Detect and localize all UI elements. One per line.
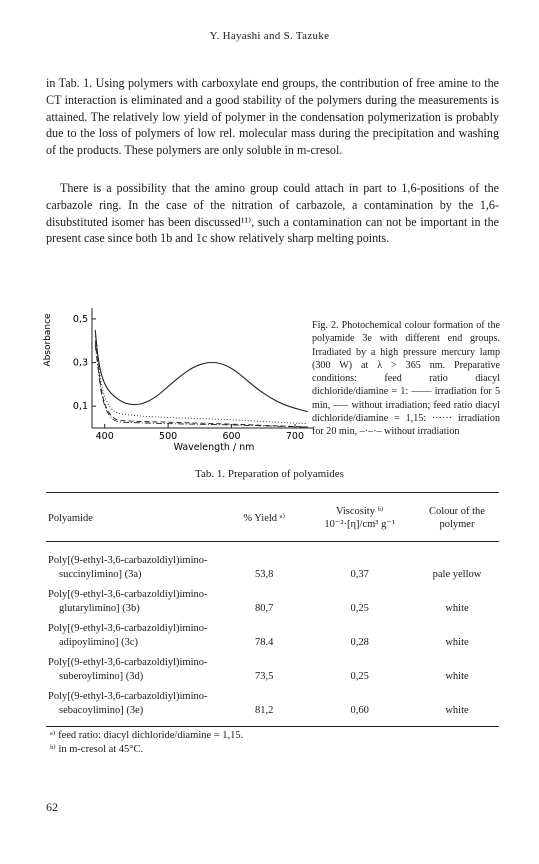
absorbance-chart <box>40 300 315 460</box>
cell-polyamide <box>46 585 224 619</box>
page-number: 62 <box>46 800 58 814</box>
x-tick-label: 700 <box>285 431 305 442</box>
cell-yield: 78.4 <box>255 637 274 648</box>
cell-viscosity: 0,37 <box>350 569 369 580</box>
polyamide-name-line1: Poly[(9-ethyl-3,6-carbazoldiyl)imino- <box>48 589 208 600</box>
table-row <box>46 619 499 653</box>
series-line-dashed <box>95 341 308 427</box>
series-line-dashdot <box>95 345 308 427</box>
table-footnotes <box>50 729 243 757</box>
header-viscosity-label: Viscosity ᵇ⁾ <box>335 506 384 517</box>
running-header: Y. Hayashi and S. Tazuke <box>209 30 330 42</box>
table-row <box>46 653 499 687</box>
polyamide-name-line2: adipoylimino] (3c) <box>59 637 139 648</box>
cell-yield: 73,5 <box>255 671 274 682</box>
table-title: Tab. 1. Preparation of polyamides <box>195 468 344 480</box>
cell-viscosity: 0,28 <box>350 637 369 648</box>
cell-colour: pale yellow <box>432 569 482 580</box>
figure-caption: Fig. 2. Photochemical colour formation of the polyamide 3e with different end groups. Irradiated by a high pressure mercury lamp (300 W) at λ > 365 nm. Preparative conditions: feed ratio diacyl dichloride/diamine = 1: —— irradiation for 5 min, ––– without irradiation; feed ratio diacyl dichloride/diamine = 1,15: ······ irradiation for 20 min, –·–·– without irradiation <box>312 320 500 438</box>
cell-yield: 81,2 <box>255 705 274 716</box>
cell-yield: 53,8 <box>255 569 274 580</box>
series-line-dotted <box>95 336 308 423</box>
polyamide-name-line1: Poly[(9-ethyl-3,6-carbazoldiyl)imino- <box>48 555 208 566</box>
y-tick-label: 0,5 <box>72 313 88 325</box>
cell-colour: white <box>445 705 469 716</box>
polyamide-name-line2: suberoylimino] (3d) <box>59 671 144 682</box>
cell-viscosity: 0,60 <box>350 705 369 716</box>
paragraph-2: There is a possibility that the amino group could attach in part to 1,6-positions of the carbazole ring. In the case of the nitration of carbazole, a contamination by the 1,6-disubstituted isomer has been discussed¹¹⁾, such a contamination can not be important in the present case since both 1b and 1c show relatively sharp melting points. <box>46 181 499 246</box>
x-tick-label: 500 <box>159 431 178 442</box>
cell-polyamide <box>46 653 224 687</box>
header-yield: % Yield ᵃ⁾ <box>243 512 286 524</box>
polyamide-table <box>46 492 499 727</box>
header-viscosity-unit: 10⁻²·[η]/cm³ g⁻¹ <box>324 519 396 530</box>
chart-frame <box>92 308 314 428</box>
polyamide-name-line1: Poly[(9-ethyl-3,6-carbazoldiyl)imino- <box>48 691 208 702</box>
paragraph-1: in Tab. 1. Using polymers with carboxylate end groups, the contribution of free amine to the CT interaction is eliminated and a good stability of the polymers during the measurements is attained. The relatively low yield of polymer in the condensation polymerization is probably due to the loss of polymers of low rel. molecular mass during the precipitation and washing of the products. These polymers are only soluble in m-cresol. <box>46 76 499 158</box>
cell-colour: white <box>445 637 469 648</box>
cell-polyamide <box>46 619 224 653</box>
table-row <box>46 542 499 586</box>
y-tick-label: 0,1 <box>72 401 88 413</box>
polyamide-name-line2: sebacoylimino] (3e) <box>59 705 144 716</box>
polyamide-name-line2: succinylimino] (3a) <box>59 569 142 580</box>
cell-colour: white <box>445 603 469 614</box>
y-tick-label: 0,3 <box>72 357 88 369</box>
cell-yield: 80,7 <box>255 603 274 614</box>
footnote-b: ᵇ⁾ in m-cresol at 45°C. <box>50 744 144 755</box>
chart-lines <box>95 330 308 427</box>
polyamide-name-line2: glutarylimino] (3b) <box>59 603 140 614</box>
cell-colour: white <box>445 671 469 682</box>
x-tick-label: 400 <box>95 431 114 442</box>
cell-viscosity: 0,25 <box>350 603 369 614</box>
chart-xlabel: Wavelength / nm <box>173 442 255 453</box>
header-polyamide: Polyamide <box>48 512 93 524</box>
chart-ylabel: Absorbance <box>43 313 53 367</box>
header-viscosity <box>304 493 415 542</box>
table-row <box>46 687 499 727</box>
series-line-solid <box>95 330 308 412</box>
cell-viscosity: 0,25 <box>350 671 369 682</box>
polyamide-name-line1: Poly[(9-ethyl-3,6-carbazoldiyl)imino- <box>48 623 208 634</box>
x-tick-label: 600 <box>222 431 241 442</box>
polyamide-name-line1: Poly[(9-ethyl-3,6-carbazoldiyl)imino- <box>48 657 208 668</box>
table-row <box>46 585 499 619</box>
header-colour: Colour of the polymer <box>428 506 485 530</box>
table-header-row <box>46 493 499 542</box>
cell-polyamide <box>46 687 224 727</box>
footnote-a: ᵃ⁾ feed ratio: diacyl dichloride/diamine = 1,15. <box>50 730 244 741</box>
cell-polyamide <box>46 542 224 586</box>
